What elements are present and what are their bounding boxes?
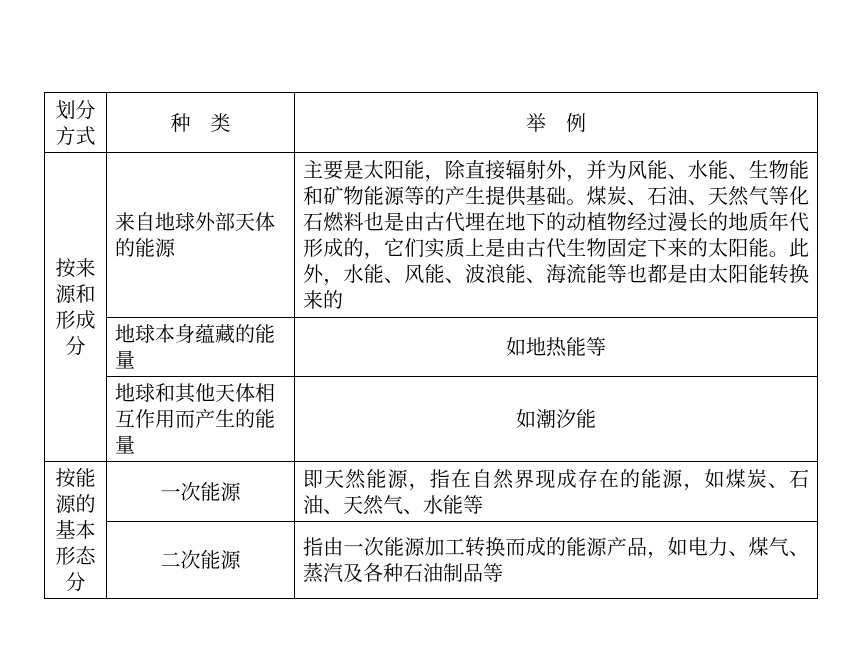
header-type: 种 类 — [107, 93, 295, 153]
table-row — [45, 318, 818, 377]
energy-classification-table — [44, 92, 818, 599]
type-cell: 一次能源 — [107, 462, 295, 522]
table-row — [45, 377, 818, 462]
method-cell-origin: 按来源和形成分 — [45, 153, 107, 462]
type-cell: 来自地球外部天体的能源 — [107, 153, 295, 318]
example-cell: 如地热能等 — [295, 318, 818, 377]
example-cell: 指由一次能源加工转换而成的能源产品，如电力、煤气、蒸汽及各种石油制品等 — [295, 522, 818, 599]
example-cell: 主要是太阳能，除直接辐射外，并为风能、水能、生物能和矿物能源等的产生提供基础。煤炭、石油、天然气等化石燃料也是由古代埋在地下的动植物经过漫长的地质年代形成的，它们实质上是由古代生物固定下来的太阳能。此外，水能、风能、波浪能、海流能等也都是由太阳能转换来的 — [295, 153, 818, 318]
table-row — [45, 462, 818, 522]
example-cell: 如潮汐能 — [295, 377, 818, 462]
example-cell: 即天然能源，指在自然界现成存在的能源，如煤炭、石油、天然气、水能等 — [295, 462, 818, 522]
header-method: 划分方式 — [45, 93, 107, 153]
header-example: 举 例 — [295, 93, 818, 153]
table-row — [45, 522, 818, 599]
method-cell-form: 按能源的基本形态分 — [45, 462, 107, 599]
header-row — [45, 93, 818, 153]
type-cell: 地球和其他天体相互作用而产生的能量 — [107, 377, 295, 462]
type-cell: 地球本身蕴藏的能量 — [107, 318, 295, 377]
table-row — [45, 153, 818, 318]
type-cell: 二次能源 — [107, 522, 295, 599]
